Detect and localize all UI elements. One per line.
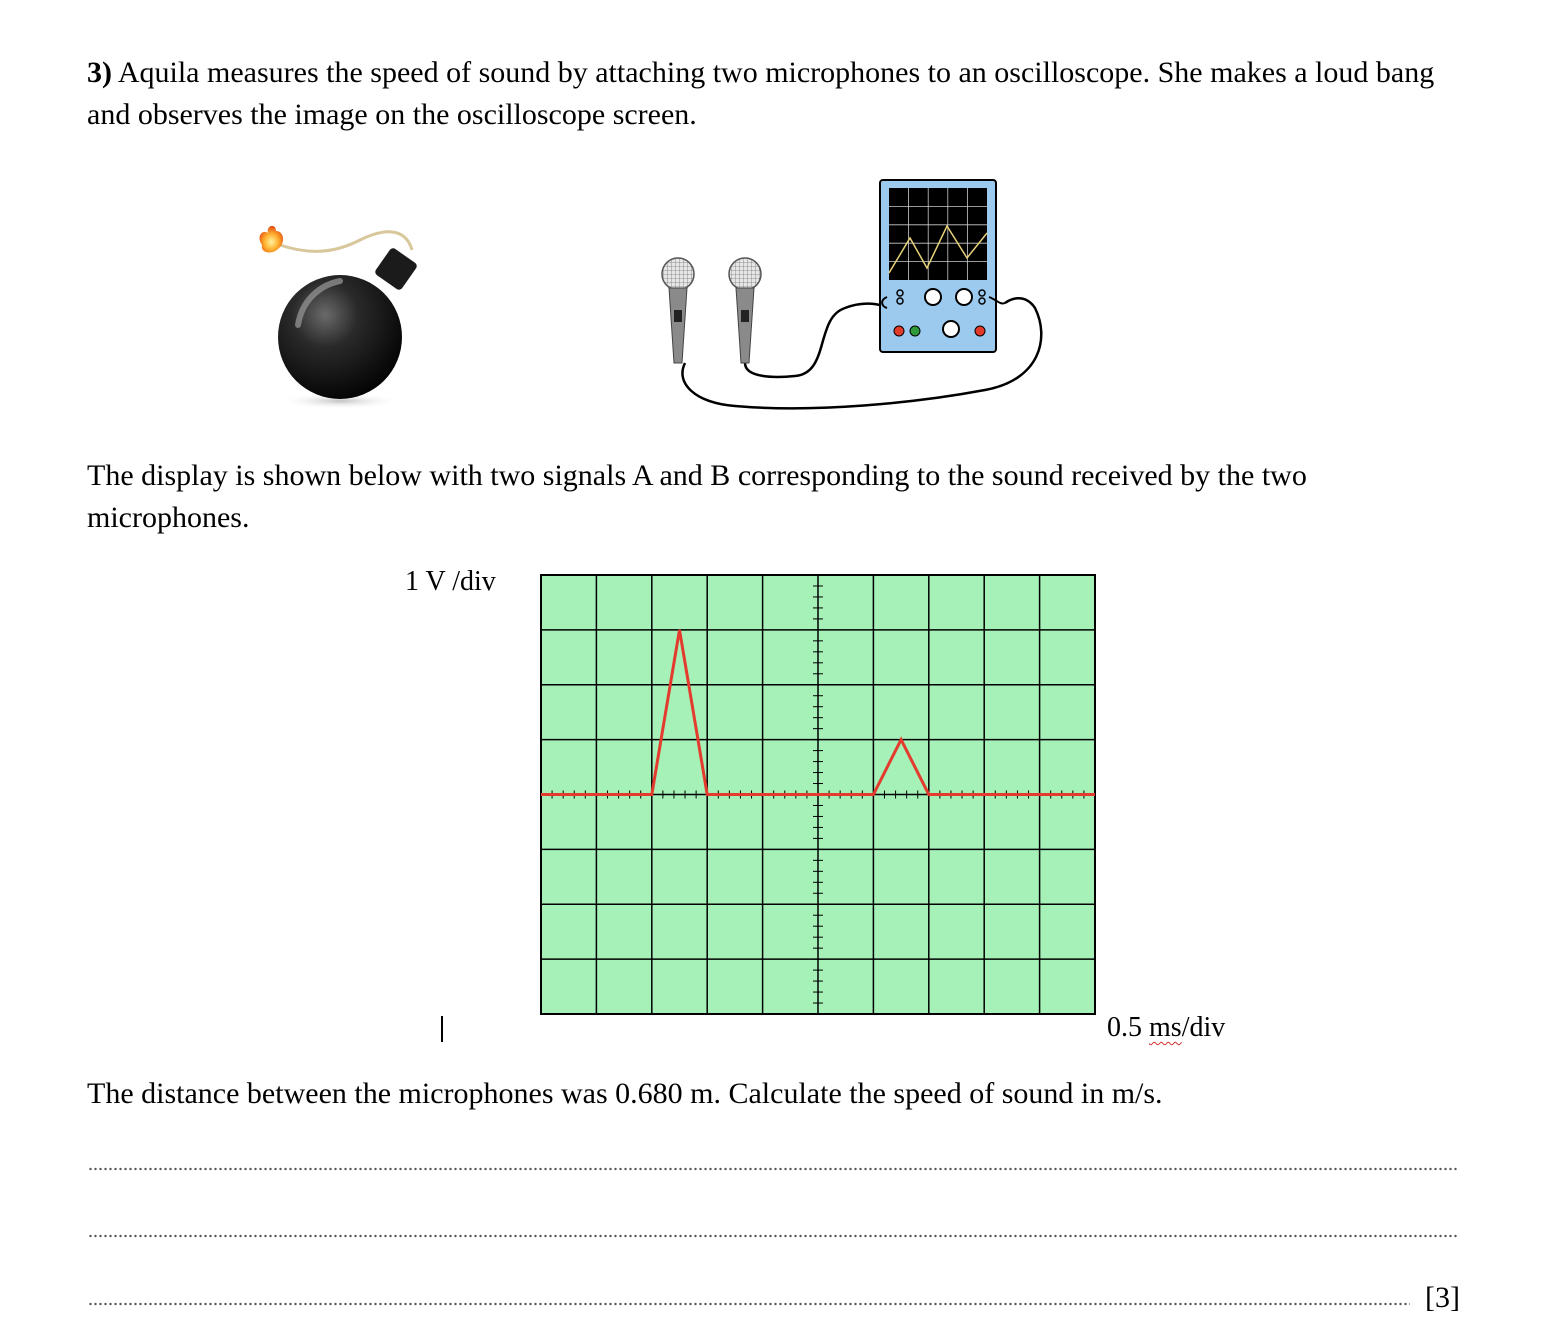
time-scale-label: [1107, 1012, 1225, 1044]
calculation-prompt: The distance between the microphones was 0.680 m. Calculate the speed of sound in m/s.: [87, 1077, 1163, 1110]
microphone-icon: [662, 258, 694, 363]
microphone-icon-2: [729, 258, 761, 363]
question-text: [87, 52, 1467, 136]
display-description: The display is shown below with two signals A and B corresponding to the sound received by the two microphones.: [87, 459, 1307, 534]
bomb-icon: [240, 215, 440, 415]
left-marker-line: [441, 1016, 443, 1042]
answer-line-1[interactable]: [88, 1167, 1458, 1171]
time-scale-unit-div: /div: [1181, 1012, 1226, 1043]
answer-line-2[interactable]: [88, 1234, 1458, 1238]
oscilloscope-icon: [880, 180, 1005, 352]
question-intro: Aquila measures the speed of sound by attaching two microphones to an oscilloscope. She makes a loud bang and observes the image on the oscilloscope screen.: [87, 56, 1435, 131]
voltage-scale-label: 1 V /div: [405, 566, 496, 597]
time-scale-unit-ms: ms: [1149, 1012, 1182, 1043]
oscilloscope-screen: [540, 574, 1096, 1015]
answer-line-3[interactable]: [88, 1302, 1410, 1306]
microphones-and-oscilloscope-illustration: [655, 178, 1055, 413]
marks-label: [3]: [1425, 1281, 1460, 1314]
question-number: 3): [87, 56, 112, 89]
time-scale-value: 0.5: [1107, 1012, 1149, 1043]
